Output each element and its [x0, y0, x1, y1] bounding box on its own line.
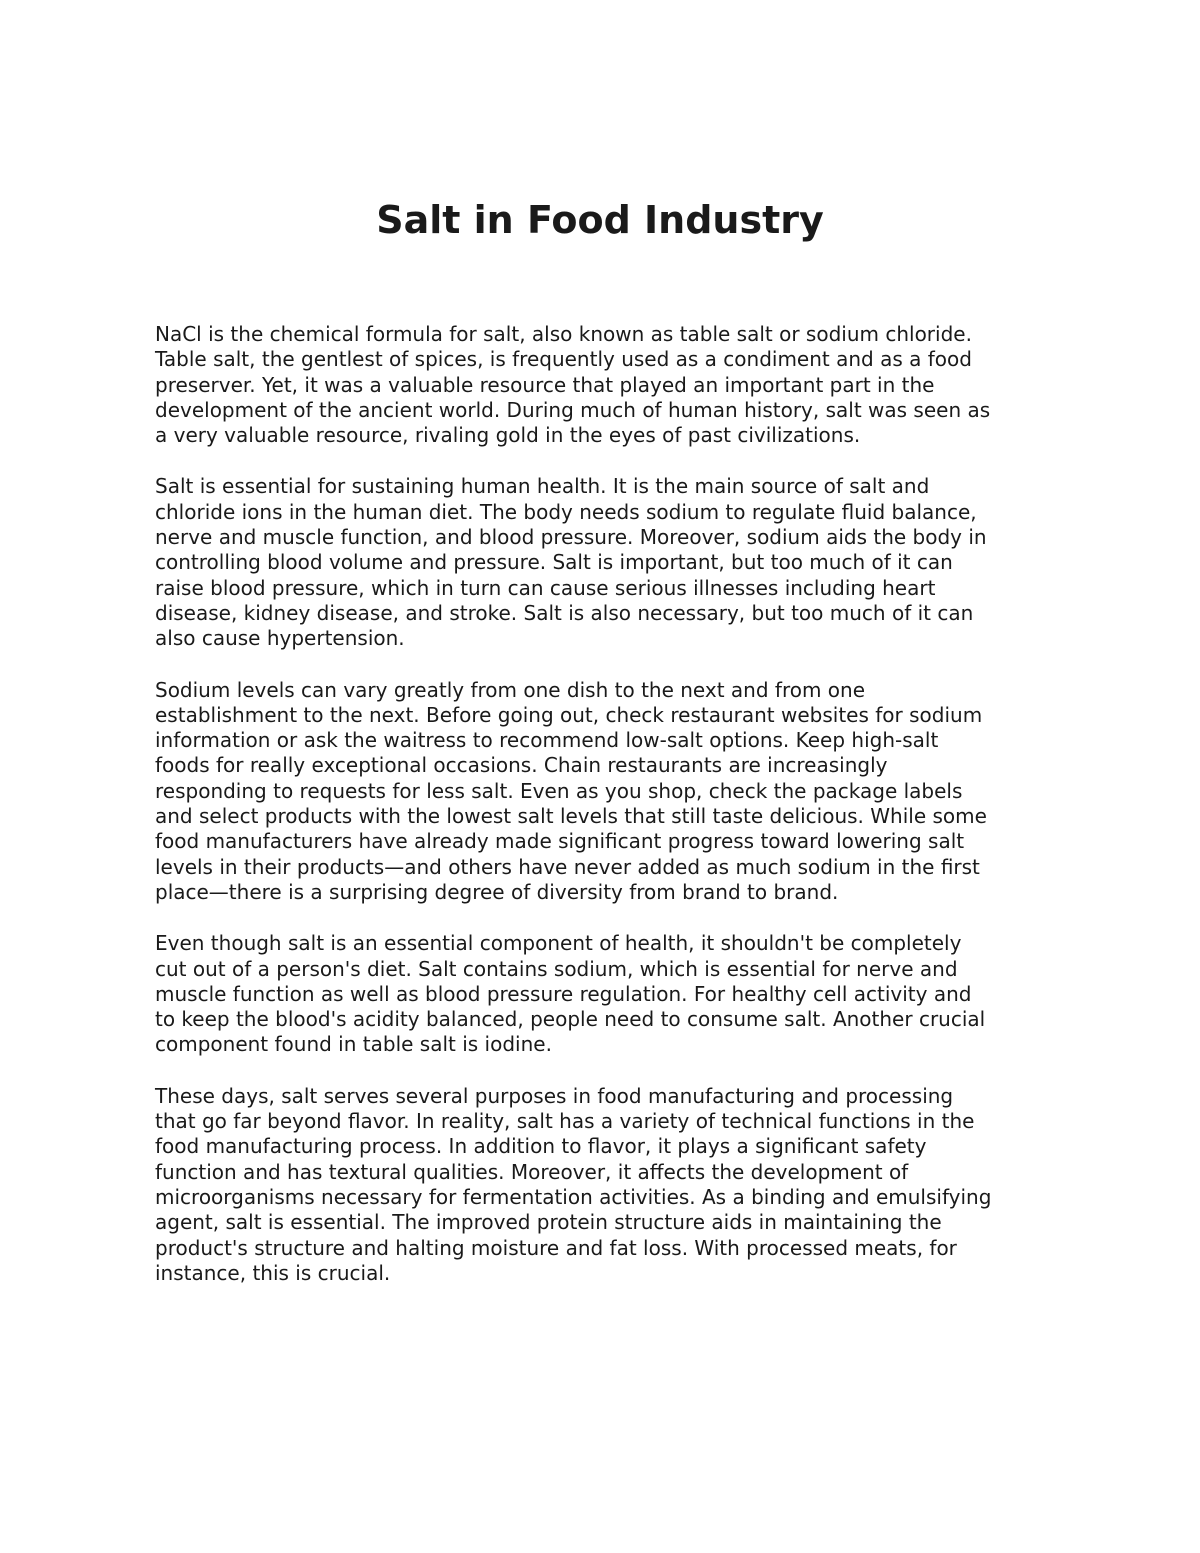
text-line: function and has textural qualities. Moreover, it affects the development of [155, 1159, 909, 1184]
text-line: component found in table salt is iodine. [155, 1032, 552, 1057]
paragraph-essential-component [155, 931, 1065, 1057]
text-line: levels in their products—and others have never added as much sodium in the first [155, 854, 980, 879]
paragraph-manufacturing [155, 1084, 1065, 1286]
paragraph-nacl-intro [155, 322, 1065, 448]
document-title: Salt in Food Industry [376, 198, 824, 242]
text-line: foods for really exceptional occasions. Chain restaurants are increasingly [155, 753, 888, 778]
text-line: place—there is a surprising degree of diversity from brand to brand. [155, 879, 839, 904]
text-line: that go far beyond flavor. In reality, salt has a variety of technical functions in the [155, 1109, 975, 1134]
text-line: Salt is essential for sustaining human health. It is the main source of salt and [155, 474, 930, 499]
text-line: nerve and muscle function, and blood pressure. Moreover, sodium aids the body in [155, 525, 987, 550]
document-body [155, 322, 1065, 1312]
text-line: cut out of a person's diet. Salt contains sodium, which is essential for nerve and [155, 956, 958, 981]
text-line: disease, kidney disease, and stroke. Salt is also necessary, but too much of it can [155, 600, 974, 625]
text-line: preserver. Yet, it was a valuable resource that played an important part in the [155, 372, 935, 397]
text-line: food manufacturing process. In addition to flavor, it plays a significant safety [155, 1134, 927, 1159]
text-line: establishment to the next. Before going out, check restaurant websites for sodium [155, 702, 983, 727]
text-line: NaCl is the chemical formula for salt, also known as table salt or sodium chloride. [155, 322, 972, 346]
text-line: instance, this is crucial. [155, 1260, 391, 1285]
text-line: muscle function as well as blood pressure regulation. For healthy cell activity and [155, 981, 972, 1006]
text-line: also cause hypertension. [155, 626, 405, 651]
text-line: Sodium levels can vary greatly from one dish to the next and from one [155, 677, 866, 702]
paragraph-sodium-levels [155, 678, 1065, 906]
text-line: raise blood pressure, which in turn can cause serious illnesses including heart [155, 575, 936, 600]
text-line: Even though salt is an essential component of health, it shouldn't be completely [155, 931, 962, 956]
text-line: These days, salt serves several purposes in food manufacturing and processing [155, 1083, 954, 1108]
text-line: development of the ancient world. During much of human history, salt was seen as [155, 397, 991, 422]
text-line: food manufacturers have already made significant progress toward lowering salt [155, 829, 965, 854]
text-line: controlling blood volume and pressure. Salt is important, but too much of it can [155, 550, 953, 575]
text-line: Table salt, the gentlest of spices, is frequently used as a condiment and as a food [155, 347, 972, 372]
paragraph-health [155, 474, 1065, 651]
text-line: to keep the blood's acidity balanced, people need to consume salt. Another crucial [155, 1007, 986, 1032]
text-line: microorganisms necessary for fermentation activities. As a binding and emulsifying [155, 1184, 992, 1209]
text-line: information or ask the waitress to recommend low-salt options. Keep high-salt [155, 728, 939, 753]
text-line: and select products with the lowest salt levels that still taste delicious. While some [155, 804, 987, 829]
text-line: agent, salt is essential. The improved protein structure aids in maintaining the [155, 1210, 942, 1235]
text-line: a very valuable resource, rivaling gold in the eyes of past civilizations. [155, 423, 861, 448]
text-line: responding to requests for less salt. Even as you shop, check the package labels [155, 778, 963, 803]
text-line: product's structure and halting moisture and fat loss. With processed meats, for [155, 1235, 957, 1260]
text-line: chloride ions in the human diet. The body needs sodium to regulate fluid balance, [155, 499, 977, 524]
